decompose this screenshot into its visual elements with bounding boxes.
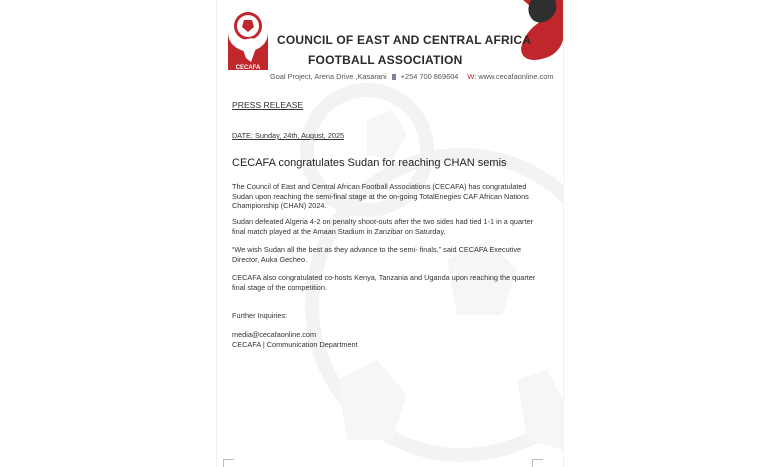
website-link[interactable]: www.cecafaonline.com <box>478 72 554 81</box>
cecafa-logo <box>223 10 273 72</box>
phone-icon <box>392 74 396 80</box>
department: CECAFA | Communication Department <box>232 340 358 349</box>
contact-line <box>270 72 554 81</box>
logo-text: CECAFA <box>235 65 261 71</box>
phone-number: +254 700 869604 <box>400 72 459 81</box>
inquiries-label: Further Inquiries: <box>232 311 288 320</box>
paragraph-4: CECAFA also congratulated co-hosts Kenya, Tanzania and Uganda upon reaching the quarter final stage of the competition. <box>232 273 536 292</box>
crop-mark-left <box>223 459 234 467</box>
headline: CECAFA congratulates Sudan for reaching CHAN semis <box>232 157 507 169</box>
crop-mark-right <box>532 459 543 467</box>
paragraph-3: “We wish Sudan all the best as they advance to the semi- finals,” said CECAFA Executive Director, Auka Gecheo. <box>232 245 522 264</box>
web-label: W: <box>467 72 477 81</box>
release-date: DATE: Sunday, 24th, August, 2025 <box>232 131 345 140</box>
org-name-line1: COUNCIL OF EAST AND CENTRAL AFRICA <box>277 33 532 47</box>
contact-email[interactable]: media@cecafaonline.com <box>232 330 317 339</box>
press-release-label: PRESS RELEASE <box>232 100 304 110</box>
paragraph-2: Sudan defeated Algeria 4-2 on penalty shoot-outs after the two sides had tied 1-1 in a quarter final match played at the Amaan Stadium in Zanzibar on Saturday. <box>232 217 533 236</box>
org-name-line2: FOOTBALL ASSOCIATION <box>308 53 463 67</box>
organization-name <box>277 30 531 70</box>
paragraph-1: The Council of East and Central African Football Associations (CECAFA) has congratulated Sudan upon reaching the semi-final stage at the on-going TotalEnegies CAF African Nations Championship (CHAN) 2024. <box>232 182 529 211</box>
press-release-document <box>217 0 563 467</box>
address: Goal Project, Arena Drive ,Kasarani <box>270 72 387 81</box>
